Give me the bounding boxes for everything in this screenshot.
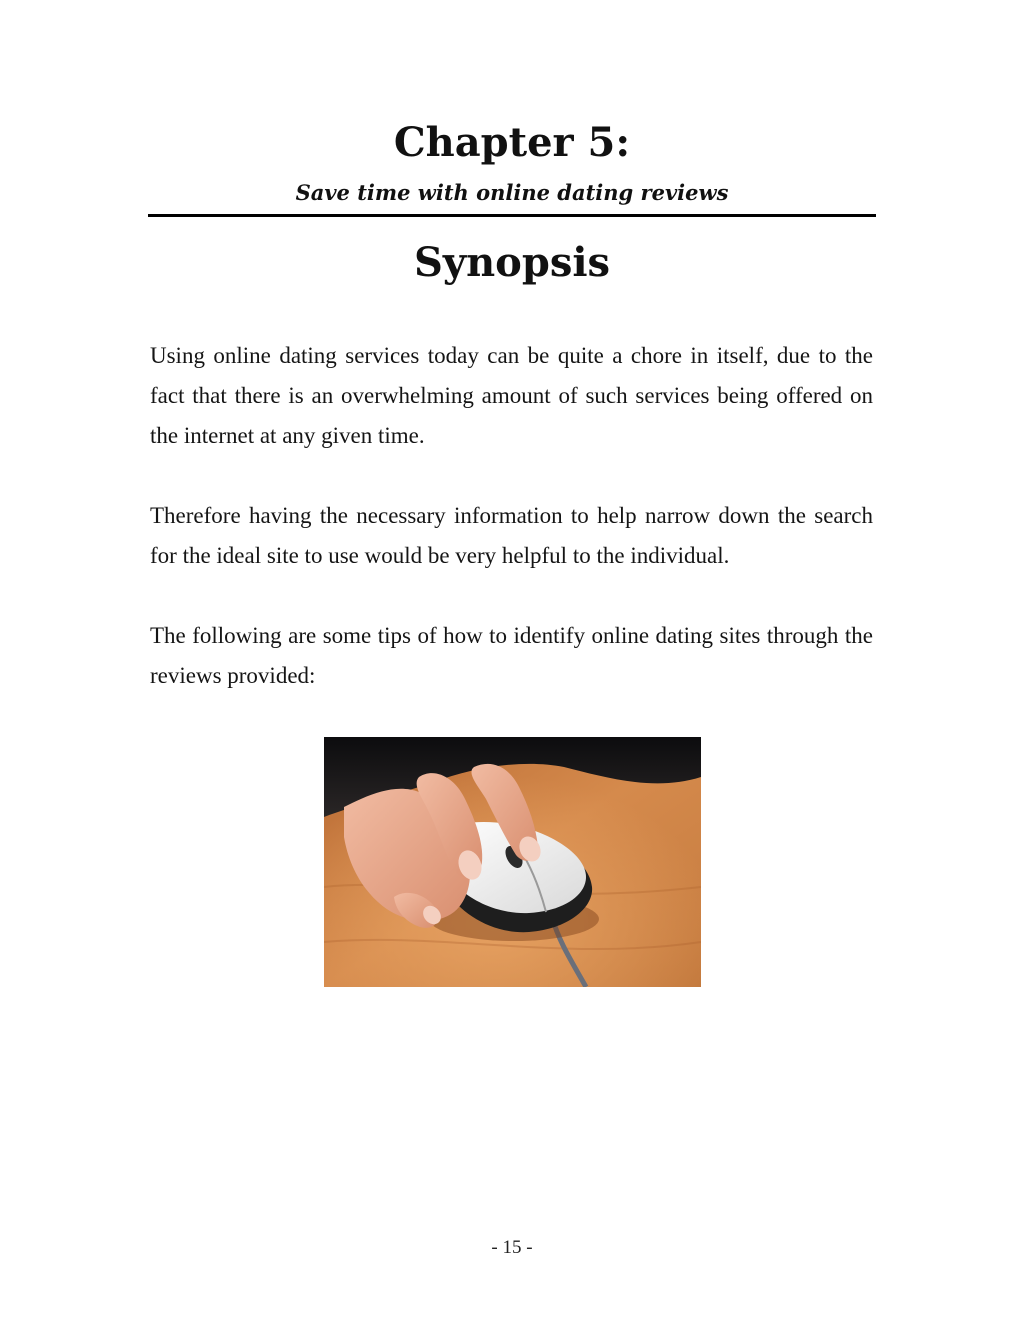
chapter-subtitle: Save time with online dating reviews bbox=[295, 180, 729, 205]
body-paragraph-2: Therefore having the necessary information to help narrow down the search for the ideal site to use would be very helpful to the individual. bbox=[150, 503, 873, 568]
hand-on-mouse-photo bbox=[324, 737, 701, 987]
body-paragraph-1: Using online dating services today can be quite a chore in itself, due to the fact that there is an overwhelming amount of such services being offered on the internet at any given time. bbox=[150, 343, 873, 448]
section-title: Synopsis bbox=[413, 239, 611, 286]
chapter-title: Chapter 5: bbox=[393, 119, 631, 166]
page-number: - 15 - bbox=[491, 1237, 533, 1258]
body-paragraph-3: The following are some tips of how to identify online dating sites through the reviews provided: bbox=[150, 623, 873, 688]
hand-on-computer-mouse-icon bbox=[324, 737, 701, 987]
header-divider bbox=[148, 214, 876, 217]
